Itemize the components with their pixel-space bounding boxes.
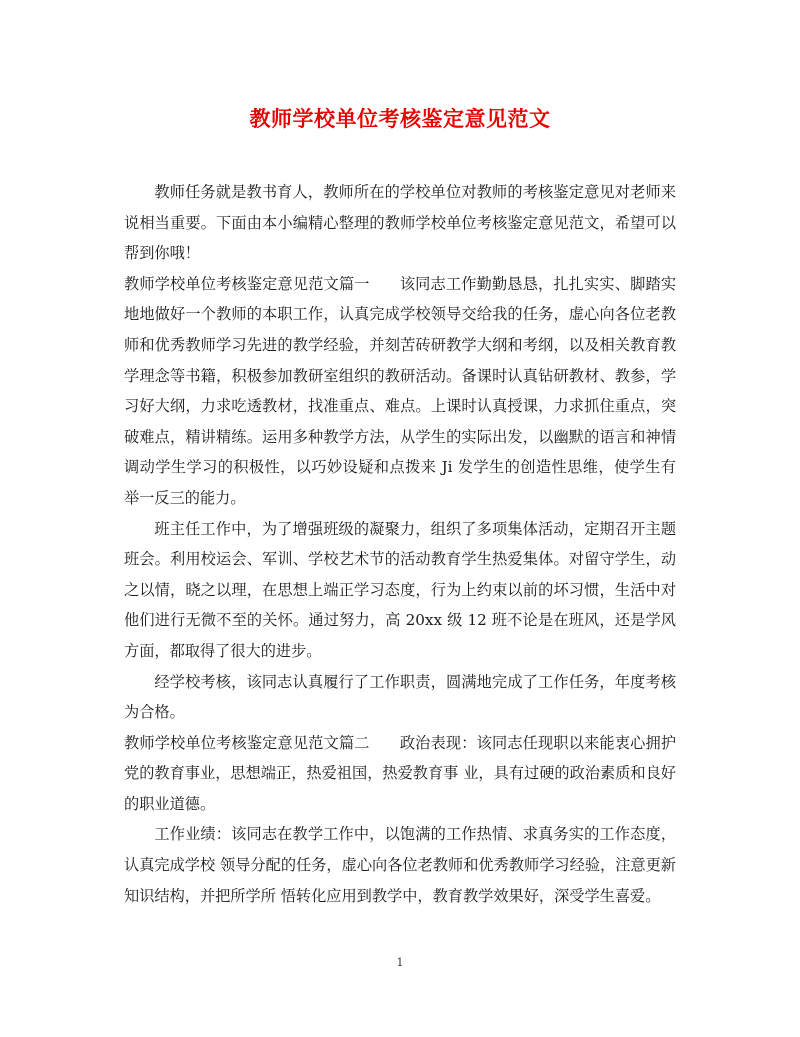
section-heading-two: 教师学校单位考核鉴定意见范文篇二 (124, 733, 370, 752)
section-heading-one: 教师学校单位考核鉴定意见范文篇一 (124, 274, 370, 293)
page-number: 1 (396, 956, 404, 969)
section-one-paragraph (124, 269, 676, 514)
assessment-paragraph: 经学校考核，该同志认真履行了工作职责，圆满地完成了工作任务，年度考核为合格。 (124, 672, 676, 722)
document-body (124, 177, 676, 911)
section-two-paragraph (124, 728, 676, 820)
document-title: 教师学校单位考核鉴定意见范文 (249, 106, 551, 131)
work-performance-paragraph: 工作业绩：该同志在教学工作中，以饱满的工作热情、求真务实的工作态度，认真完成学校 领导分配的任务，虚心向各位老教师和优秀教师学习经验，注意更新知识结构，并把所学所 悟转化应用到教学中，教育教学效果好，深受学生喜爱。 (124, 825, 676, 905)
intro-paragraph: 教师任务就是教书育人，教师所在的学校单位对教师的考核鉴定意见对老师来说相当重要。下面由本小编精心整理的教师学校单位考核鉴定意见范文，希望可以帮到你哦！ (124, 183, 676, 263)
section-two-text: 政治表现：该同志任现职以来能衷心拥护党的教育事业，思想端正，热爱祖国，热爱教育事 业，具有过硬的政治素质和良好的职业道德。 (124, 733, 677, 813)
section-one-text: 该同志工作勤勤恳恳，扎扎实实、脚踏实地地做好一个教师的本职工作，认真完成学校领导交给我的任务，虚心向各位老教师和优秀教师学习先进的教学经验，并刻苦砖研教学大纲和考纲，以及相关教育教学理念等书籍，积极参加教研室组织的教研活动。备课时认真钻研教材、教参，学习好大纲，力求吃透教材，找准重点、难点。上课时认真授课，力求抓住重点，突破难点，精讲精练。运用多种教学方法，从学生的实际出发，以幽默的语言和神情调动学生学习的积极性，以巧妙设疑和点拨来 Ji 发学生的创造性思维，使学生有举一反三的能力。 (124, 274, 677, 507)
class-teacher-paragraph: 班主任工作中，为了增强班级的凝聚力，组织了多项集体活动，定期召开主题班会。利用校运会、军训、学校艺术节的活动教育学生热爱集体。对留守学生，动之以情，晓之以理，在思想上端正学习态度，行为上约束以前的坏习惯，生活中对他们进行无微不至的关怀。通过努力，高 20xx 级 12 班不论是在班风，还是学风方面，都取得了很大的进步。 (124, 519, 676, 660)
